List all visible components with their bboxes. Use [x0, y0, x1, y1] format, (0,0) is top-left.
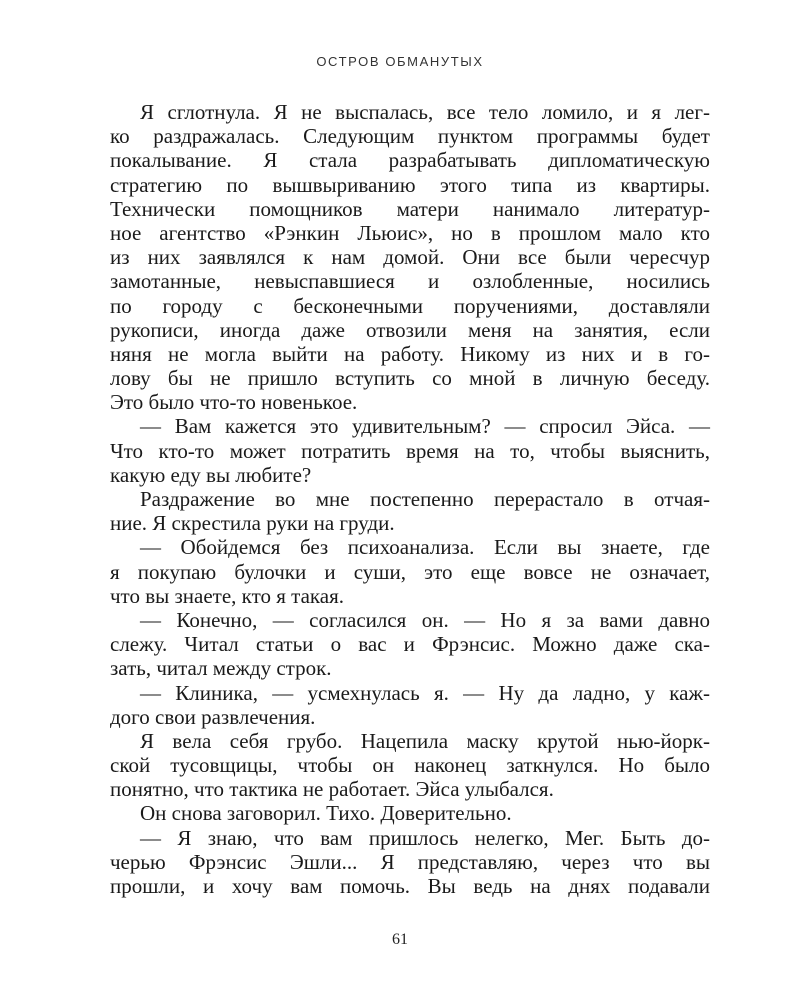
- text-line: Раздражение во мне постепенно перерастало в отчая-: [140, 487, 710, 511]
- text-line: ко раздражалась. Следующим пунктом программы будет: [110, 124, 710, 149]
- text-line: Он снова заговорил. Тихо. Доверительно.: [140, 801, 512, 826]
- text-line: из них заявлялся к нам домой. Они все были чересчур: [110, 245, 710, 270]
- text-line: слежу. Читал статьи о вас и Фрэнсис. Можно даже ска-: [110, 632, 710, 657]
- text-line: няня не могла выйти на работу. Никому из них и в го-: [110, 341, 710, 366]
- text-line: Что кто-то может потратить время на то, чтобы выяснить,: [110, 438, 710, 463]
- text-line: по городу с бесконечными поручениями, доставляли: [110, 293, 710, 318]
- body-text: [110, 100, 710, 898]
- text-line: — Я знаю, что вам пришлось нелегко, Мег. Быть до-: [140, 825, 710, 850]
- text-line: рукописи, иногда даже отвозили меня на занятия, если: [110, 317, 710, 342]
- text-line: ние. Я скрестила руки на груди.: [110, 511, 395, 536]
- text-line: ное агентство «Рэнкин Льюис», но в прошлом мало кто: [110, 220, 710, 245]
- text-line: стратегию по вышвыриванию этого типа из квартиры.: [110, 172, 710, 197]
- text-line: покалывание. Я стала разрабатывать дипломатическую: [110, 148, 710, 173]
- text-line: зать, читал между строк.: [110, 656, 332, 681]
- text-line: — Конечно, — согласился он. — Но я за вами давно: [140, 607, 710, 632]
- text-line: лову бы не пришло вступить со мной в личную беседу.: [110, 366, 710, 391]
- page-number: 61: [392, 931, 408, 948]
- text-line: дого свои развлечения.: [110, 704, 316, 729]
- text-line: — Обойдемся без психоанализа. Если вы знаете, где: [140, 535, 710, 560]
- text-line: я покупаю булочки и суши, это еще вовсе не означает,: [110, 559, 710, 584]
- text-line: Это было что-то новенькое.: [110, 390, 358, 415]
- text-line: какую еду вы любите?: [110, 462, 312, 487]
- text-line: — Клиника, — усмехнулась я. — Ну да ладно, у каж-: [140, 680, 710, 705]
- running-head: ОСТРОВ ОБМАНУТЫХ: [316, 54, 484, 69]
- text-line: ской тусовщицы, чтобы он наконец заткнулся. Но было: [110, 753, 710, 778]
- text-line: замотанные, невыспавшиеся и озлобленные, носились: [110, 269, 710, 294]
- text-line: Я сглотнула. Я не выспалась, все тело ломило, и я лег-: [140, 100, 710, 124]
- text-line: Я вела себя грубо. Нацепила маску крутой нью-йорк-: [140, 728, 710, 753]
- text-line: — Вам кажется это удивительным? — спросил Эйса. —: [140, 414, 710, 439]
- text-line: что вы знаете, кто я такая.: [110, 583, 345, 608]
- text-line: понятно, что тактика не работает. Эйса улыбался.: [110, 777, 554, 802]
- text-line: прошли, и хочу вам помочь. Вы ведь на днях подавали: [110, 874, 710, 898]
- text-line: Технически помощников матери нанимало литератур-: [110, 196, 710, 221]
- text-line: черью Фрэнсис Эшли... Я представляю, через что вы: [110, 849, 710, 874]
